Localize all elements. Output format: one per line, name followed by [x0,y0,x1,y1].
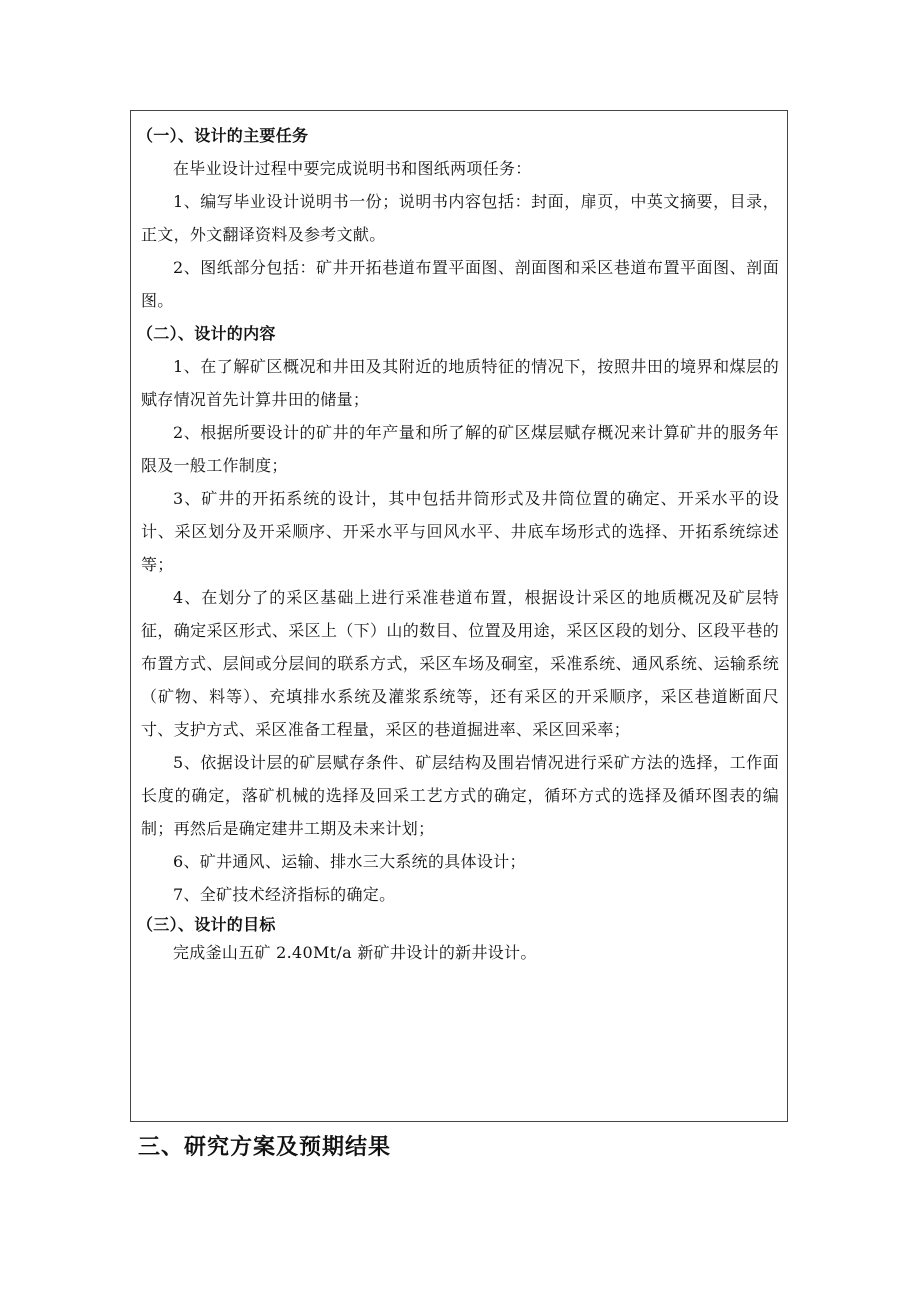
section-heading-design-goal: （三）、设计的目标 [137,915,276,934]
paragraph-task-2: 2、图纸部分包括：矿井开拓巷道布置平面图、剖面图和采区巷道布置平面图、剖面图。 [141,258,779,310]
paragraph-content-6: 6、矿井通风、运输、排水三大系统的具体设计； [173,852,526,871]
paragraph-content-4: 4、在划分了的采区基础上进行采准巷道布置，根据设计采区的地质概况及矿层特征，确定采区形式、采区上（下）山的数目、位置及用途，采区区段的划分、区段平巷的布置方式、层间或分层间的联系方式，采区车场及硐室，采准系统、通风系统、运输系统（矿物、料等）、充填排水系统及灌浆系统等，还有采区的开采顺序，采区巷道断面尺寸、支护方式、采区准备工程量，采区的巷道掘进率、采区回采率； [141,588,779,739]
section-heading-main-tasks: （一）、设计的主要任务 [137,126,309,145]
paragraph-content-3: 3、矿井的开拓系统的设计，其中包括井筒形式及井筒位置的确定、开采水平的设计、采区划分及开采顺序、开采水平与回风水平、井底车场形式的选择、开拓系统综述等； [141,489,779,574]
task-content [137,119,779,967]
paragraph-content-7: 7、全矿技术经济指标的确定。 [173,885,396,904]
section-heading-design-content: （二）、设计的内容 [137,324,276,343]
paragraph-task-1: 1、编写毕业设计说明书一份；说明书内容包括：封面，扉页，中英文摘要，目录，正文，外文翻译资料及参考文献。 [141,192,779,244]
next-section-title: 三、研究方案及预期结果 [138,1135,392,1160]
paragraph-intro: 在毕业设计过程中要完成说明书和图纸两项任务： [173,159,532,178]
paragraph-content-1: 1、在了解矿区概况和井田及其附近的地质特征的情况下，按照井田的境界和煤层的赋存情况首先计算井田的储量； [141,357,779,409]
paragraph-content-2: 2、根据所要设计的矿井的年产量和所了解的矿区煤层赋存概况来计算矿井的服务年限及一般工作制度； [141,423,779,475]
paragraph-goal: 完成釜山五矿 2.40Mt/a 新矿井设计的新井设计。 [173,943,537,962]
paragraph-content-5: 5、依据设计层的矿层赋存条件、矿层结构及围岩情况进行采矿方法的选择，工作面长度的确定，落矿机械的选择及回采工艺方式的确定，循环方式的选择及循环图表的编制；再然后是确定建井工期及未来计划； [141,753,779,838]
task-table-cell [130,110,788,1122]
